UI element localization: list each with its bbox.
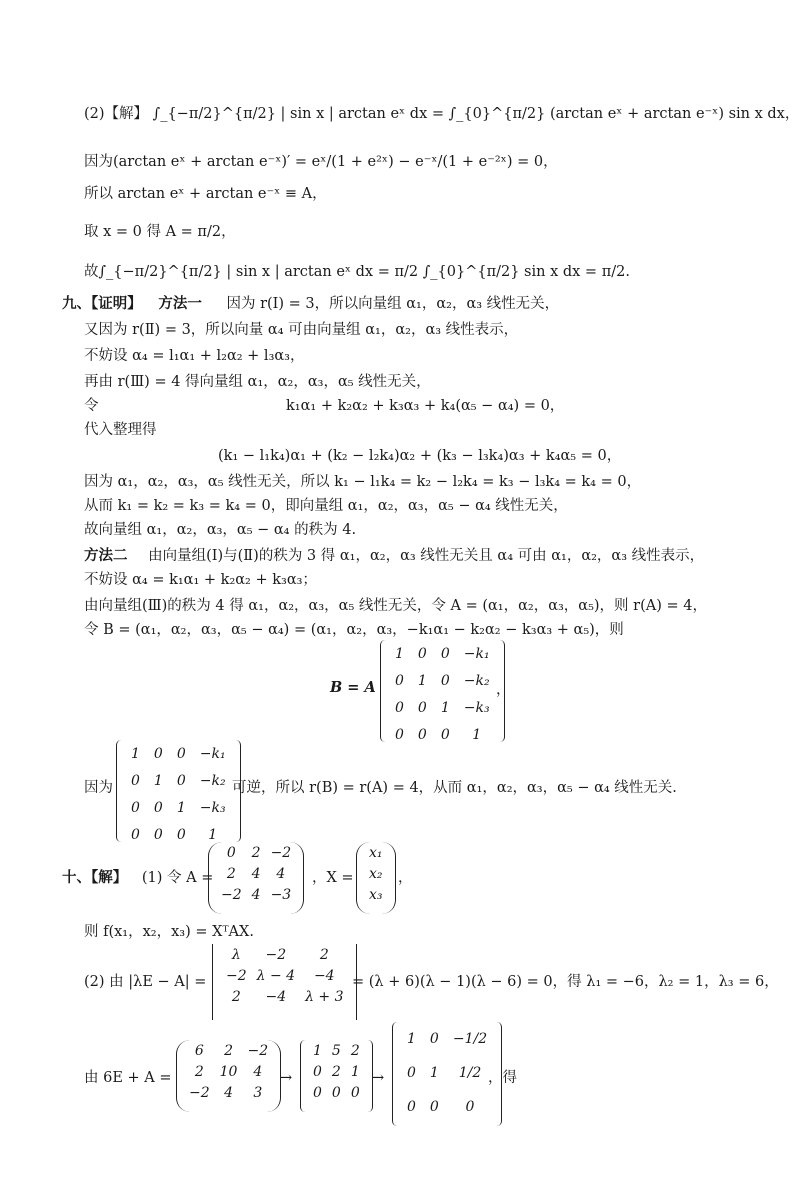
matrix-cell: −2 [247,1042,269,1059]
det-cell: −2 [226,967,247,984]
matrix-cell: −1/2 [452,1031,488,1047]
b-equals-a-tail: ， [496,682,511,698]
invertible-conclusion: 可逆，所以 r(B) = r(A) = 4，从而 α₁，α₂，α₃，α₅ − α₄ 线性无关. [232,780,677,796]
matrix-cell: 1 [350,1063,360,1080]
matrix-cell: 0 [440,726,450,743]
det-cell: 2 [231,988,241,1005]
matrix-cell: 2 [224,1042,234,1059]
det-cell: λ + 3 [305,988,344,1005]
value-line: 取 x = 0 得 A = π/2， [84,224,236,240]
method-one-line-4: 再由 r(Ⅲ) = 4 得向量组 α₁，α₂，α₃，α₅ 线性无关， [84,374,431,390]
vector-cell: x₃ [369,886,383,903]
matrix-cell: 0 [131,799,140,816]
matrix-cell: 1 [313,1042,322,1059]
matrix-cell: 0 [429,1031,439,1047]
method-one-line-8: 因为 α₁，α₂，α₃，α₅ 线性无关，所以 k₁ − l₁k₄ = k₂ − l₂k₄ = k₃ − l₃k₄ = k₄ = 0， [84,474,642,490]
matrix-cell: −k₂ [199,772,226,789]
matrix-cell: 1/2 [458,1065,482,1081]
matrix-cell: 2 [331,1063,341,1080]
matrix-step-2 [300,1040,373,1112]
matrix-cell: −3 [270,886,292,903]
matrix-cell: 0 [429,1099,439,1115]
matrix-cell: 5 [331,1042,341,1059]
proof-heading: 九、【证明】 [62,295,142,312]
part10-heading-line [62,868,213,888]
matrix-cell: 0 [226,844,236,861]
vector-x [356,842,396,914]
det-cell: λ [231,946,241,963]
matrix-cell: 0 [417,645,427,662]
matrix-cell: 1 [176,799,186,816]
matrix-cell: 1 [208,826,218,843]
matrix-cell: −2 [221,886,242,903]
vector-cell: x₁ [369,844,383,861]
method-one-line-3: 不妨设 α₄ = l₁α₁ + l₂α₂ + l₃α₃， [84,348,305,364]
method-two-label: 方法二 [84,547,128,564]
det-cell: λ − 4 [256,967,296,984]
proof-heading-line [62,294,559,314]
det-cell: −4 [265,988,287,1005]
method-two-line-1-wrap [84,546,704,566]
matrix-cell: −k₃ [463,699,490,716]
matrix-cell: 4 [251,886,261,903]
arrow-1: → [280,1070,293,1086]
characteristic-determinant [212,944,357,1020]
matrix-cell: 0 [313,1063,322,1080]
det-cell: 2 [319,946,329,963]
derivative-line: 因为(arctan eˣ + arctan e⁻ˣ)′ = eˣ/(1 + e²ˣ) − e⁻ˣ/(1 + e⁻²ˣ) = 0， [84,154,558,170]
matrix-cell: 0 [153,826,163,843]
matrix-cell: 0 [440,672,450,689]
arrow-2: → [372,1070,385,1086]
method-two-line-4: 令 B = (α₁，α₂，α₃，α₅ − α₄) = (α₁，α₂，α₃，−k₁α₁ − k₂α₂ − k₃α₃ + α₅)，则 [84,622,624,638]
define-x-label: ，X = [312,870,354,886]
matrix-cell: 1 [395,645,404,662]
matrix-cell: 0 [440,645,450,662]
matrix-cell: 2 [350,1042,360,1059]
det-cell: −2 [265,946,287,963]
matrix-cell: 0 [407,1065,416,1081]
vector-cell: x₂ [369,865,383,882]
matrix-cell: 0 [131,826,140,843]
identity-line: 所以 arctan eˣ + arctan e⁻ˣ ≡ A， [84,186,327,202]
matrix-reduced [392,1022,502,1126]
method-two-line-1: 由向量组(Ⅰ)与(Ⅱ)的秩为 3 得 α₁，α₂，α₃ 线性无关且 α₄ 可由 α₁，α₂，α₃ 线性表示， [148,548,705,564]
matrix-cell: 4 [253,1063,263,1080]
matrix-cell: 0 [131,772,140,789]
method-one-line-1: 因为 r(Ⅰ) = 3，所以向量组 α₁，α₂，α₃ 线性无关， [226,296,560,312]
matrix-6e-plus-a [176,1040,281,1112]
matrix-cell: −2 [270,844,292,861]
quadratic-form-line: 则 f(x₁，x₂，x₃) = XᵀAX. [84,924,254,940]
matrix-cell: −2 [189,1084,210,1101]
matrix-cell: −k₃ [199,799,226,816]
matrix-cell: 6 [194,1042,204,1059]
matrix-cell: 1 [472,726,482,743]
solution-heading: 十、【解】 [62,869,128,886]
matrix-cell: 1 [407,1031,416,1047]
matrix-cell: 0 [417,726,427,743]
matrix-cell: 4 [224,1084,234,1101]
method-one-label: 方法一 [158,295,202,312]
let-label: 令 [84,398,99,414]
matrix-cell: −k₂ [463,672,490,689]
define-x-tail: ， [398,870,413,886]
linear-combination-equation: k₁α₁ + k₂α₂ + k₃α₃ + k₄(α₅ − α₄) = 0， [286,398,565,414]
matrix-cell: 0 [313,1084,322,1101]
matrix-cell: 0 [395,672,404,689]
matrix-cell: 0 [153,799,163,816]
matrix-cell: 0 [176,772,186,789]
matrix-cell: 0 [395,699,404,716]
invertible-matrix [116,740,241,842]
matrix-cell: 0 [417,699,427,716]
b-equals-a: B = A [330,679,376,696]
matrix-cell: 0 [350,1084,360,1101]
det-cell: −4 [313,967,335,984]
matrix-cell: −k₁ [463,645,490,662]
matrix-cell: 0 [176,745,186,762]
method-one-line-2: 又因为 r(Ⅱ) = 3，所以向量 α₄ 可由向量组 α₁，α₂，α₃ 线性表示， [84,322,519,338]
method-two-line-2: 不妨设 α₄ = k₁α₁ + k₂α₂ + k₃α₃； [84,572,317,588]
matrix-cell: 1 [440,699,450,716]
method-one-line-9: 从而 k₁ = k₂ = k₃ = k₄ = 0，即向量组 α₁，α₂，α₃，α₅ − α₄ 线性无关， [84,498,568,514]
eigenvalues-line: = (λ + 6)(λ − 1)(λ − 6) = 0，得 λ₁ = −6，λ₂ = 1，λ₃ = 6， [352,974,779,990]
matrix-cell: 1 [153,772,163,789]
char-poly-prefix: (2) 由 |λE − A| = [84,974,207,990]
matrix-cell: 1 [131,745,140,762]
matrix-a [208,842,304,914]
matrix-cell: 2 [194,1063,204,1080]
integral-line: (2)【解】 ∫_{−π/2}^{π/2} | sin x | arctan eˣ dx = ∫_{0}^{π/2} (arctan eˣ + arctan e⁻ˣ) sin x dx， [84,106,800,122]
substitute-line: 代入整理得 [84,422,157,438]
because-label: 因为 [84,780,113,796]
method-one-line-10: 故向量组 α₁，α₂，α₃，α₅ − α₄ 的秩为 4. [84,522,357,538]
matrix-cell: 0 [176,826,186,843]
matrix-cell: 0 [331,1084,341,1101]
matrix-cell: 2 [251,844,261,861]
matrix-cell: 0 [395,726,404,743]
method-two-line-3: 由向量组(Ⅲ)的秩为 4 得 α₁，α₂，α₃，α₅ 线性无关，令 A = (α₁，α₂，α₃，α₅)，则 r(A) = 4， [84,598,707,614]
define-a-label: (1) 令 A = [141,870,214,886]
row-reduce-prefix: 由 6E + A = [84,1070,172,1086]
matrix-cell: 0 [465,1099,475,1115]
matrix-cell: 2 [226,865,236,882]
matrix-cell: 10 [219,1063,238,1080]
matrix-cell: 1 [429,1065,439,1081]
matrix-cell: 0 [407,1099,416,1115]
conclusion-line: 故∫_{−π/2}^{π/2} | sin x | arctan eˣ dx = π/2 ∫_{0}^{π/2} sin x dx = π/2. [84,264,630,280]
transform-matrix [380,640,505,742]
matrix-cell: 4 [276,865,286,882]
matrix-cell: −k₁ [199,745,226,762]
matrix-cell: 0 [153,745,163,762]
expanded-equation: (k₁ − l₁k₄)α₁ + (k₂ − l₂k₄)α₂ + (k₃ − l₃k₄)α₃ + k₄α₅ = 0， [218,448,622,464]
matrix-cell: 4 [251,865,261,882]
matrix-cell: 3 [253,1084,263,1101]
row-reduce-suffix: ，得 [488,1070,517,1086]
matrix-cell: 1 [417,672,427,689]
